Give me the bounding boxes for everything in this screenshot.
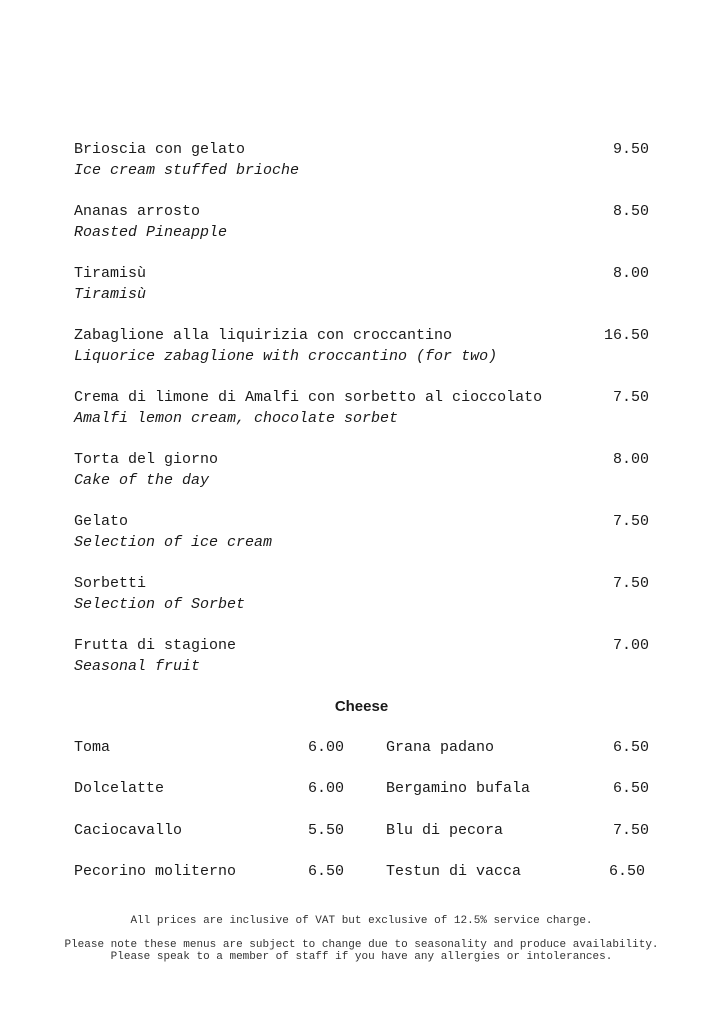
dish-name: Frutta di stagione	[74, 637, 237, 654]
dish-name: Tiramisù	[74, 265, 147, 282]
menu-item	[74, 388, 649, 430]
dish-translation: Cake of the day	[74, 472, 210, 489]
dish-name: Crema di limone di Amalfi con sorbetto al cioccolato	[74, 389, 543, 406]
cheese-price: 6.50	[612, 780, 649, 797]
cheese-price: 7.50	[612, 822, 649, 839]
dish-translation: Selection of Sorbet	[74, 596, 246, 613]
cheese-name: Bergamino bufala	[386, 780, 531, 797]
cheese-price: 5.50	[307, 822, 344, 839]
dish-translation: Ice cream stuffed brioche	[74, 162, 300, 179]
cheese-name: Testun di vacca	[386, 863, 522, 880]
dish-price: 16.50	[603, 327, 649, 344]
menu-item	[74, 450, 649, 492]
menu-item	[74, 202, 649, 244]
menu-item	[74, 264, 649, 306]
cheese-price: 6.50	[307, 863, 344, 880]
dish-translation: Tiramisù	[74, 286, 147, 303]
dish-translation: Selection of ice cream	[74, 534, 273, 551]
dish-name: Ananas arrosto	[74, 203, 201, 220]
dish-translation: Seasonal fruit	[74, 658, 201, 675]
cheese-price: 6.00	[307, 780, 344, 797]
menu-item	[74, 636, 649, 678]
dish-name: Brioscia con gelato	[74, 141, 246, 158]
dish-price: 7.50	[612, 389, 649, 406]
dish-name: Gelato	[74, 513, 129, 530]
allergy-note: Please speak to a member of staff if you have any allergies or intolerances.	[110, 951, 613, 963]
dish-name: Torta del giorno	[74, 451, 219, 468]
dish-price: 8.50	[612, 203, 649, 220]
menu-item	[74, 512, 649, 554]
cheese-price: 6.50	[608, 863, 645, 880]
dish-name: Zabaglione alla liquirizia con croccantino	[74, 327, 453, 344]
dish-price: 9.50	[612, 141, 649, 158]
dish-translation: Liquorice zabaglione with croccantino (for two)	[74, 348, 498, 365]
dish-price: 7.50	[612, 575, 649, 592]
dish-price: 8.00	[612, 451, 649, 468]
menu-item	[74, 574, 649, 616]
dish-price: 8.00	[612, 265, 649, 282]
menu-item	[74, 326, 649, 368]
dish-translation: Roasted Pineapple	[74, 224, 228, 241]
cheese-name: Dolcelatte	[74, 780, 165, 797]
cheese-name: Caciocavallo	[74, 822, 183, 839]
cheese-price: 6.50	[612, 739, 649, 756]
dish-price: 7.00	[612, 637, 649, 654]
cheese-heading: Cheese	[334, 698, 389, 715]
cheese-name: Toma	[74, 739, 111, 756]
change-note: Please note these menus are subject to change due to seasonality and produce availability.	[64, 939, 659, 951]
cheese-price: 6.00	[307, 739, 344, 756]
cheese-name: Pecorino moliterno	[74, 863, 237, 880]
dish-translation: Amalfi lemon cream, chocolate sorbet	[74, 410, 399, 427]
menu-item	[74, 140, 649, 182]
dish-name: Sorbetti	[74, 575, 147, 592]
dish-price: 7.50	[612, 513, 649, 530]
cheese-name: Grana padano	[386, 739, 495, 756]
cheese-name: Blu di pecora	[386, 822, 504, 839]
vat-note: All prices are inclusive of VAT but exclusive of 12.5% service charge.	[130, 915, 593, 927]
